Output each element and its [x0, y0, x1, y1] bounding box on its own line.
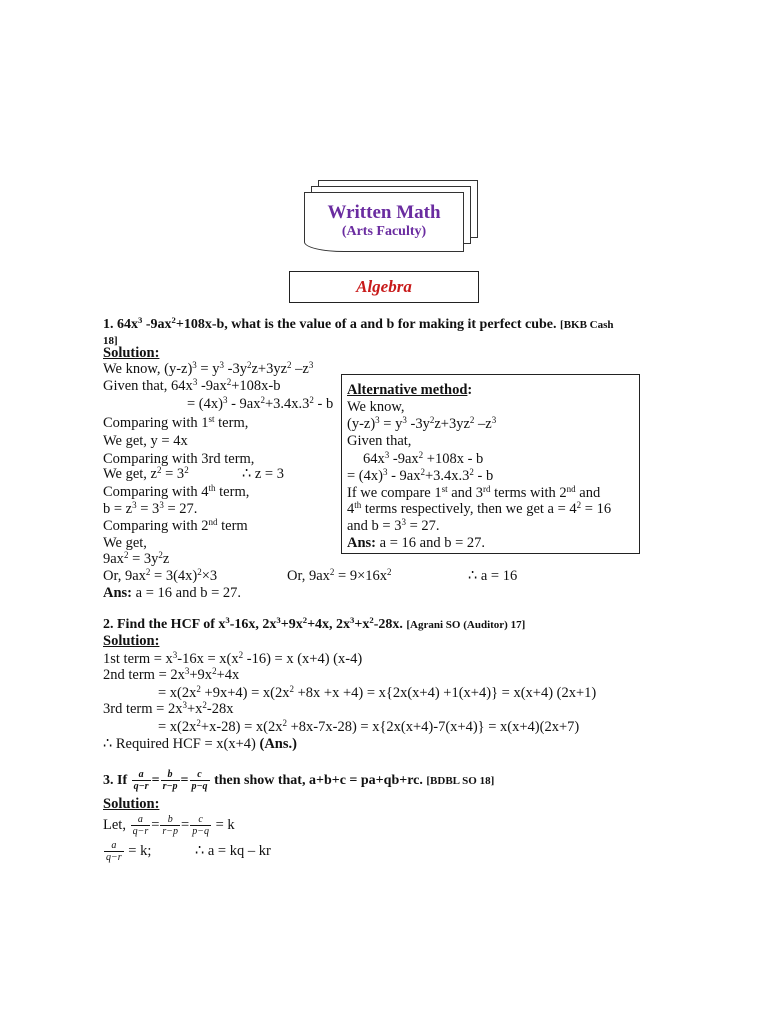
q1-source-tag: [BKB Cash — [560, 319, 614, 331]
q2-line-6: ∴ Required HCF = x(x+4) (Ans.) — [103, 736, 297, 752]
q1-answer: Ans: a = 16 and b = 27. — [103, 585, 241, 601]
title-card — [304, 192, 464, 252]
q2-solution-label: Solution: — [103, 633, 160, 649]
page-subtitle: (Arts Faculty) — [341, 224, 427, 239]
q1-line-7: We get, $z^2 = 3^2$ — [103, 465, 189, 482]
q3-question: 3. If $\frac{a}{q-r}$ = $\frac{b}{r-p}$ = $\frac{c}{p-q}$ then show that, a+b+c = pa+qb+rc. [BDBL SO 18] — [103, 769, 495, 793]
q2-line-2: 2nd term = $2x^3+9x^2+4x$ — [103, 666, 240, 683]
alt-line-3: Given that, — [347, 433, 412, 449]
q1-solution-label: Solution: — [103, 345, 160, 361]
q1-line-5: We get, y = 4x — [103, 433, 188, 449]
q1-line-4: Comparing with 1st term, — [103, 414, 249, 431]
q1-line-8: Comparing with 4th term, — [103, 483, 250, 500]
alt-line-8: and $b = 3^3 = 27$. — [347, 517, 440, 534]
q1-line-10: Comparing with 2nd term — [103, 517, 248, 534]
q3-line-1: Let, $\frac{a}{q-r}$ = $\frac{b}{r-p}$ = $\frac{c}{p-q}$ = k — [103, 814, 235, 838]
q2-line-1: 1st term = $x^3-16x = x(x^2$ -16) = x (x+4) (x-4) — [103, 650, 363, 667]
q1-line-11: We get, — [103, 535, 147, 551]
q2-line-4: 3rd term = $2x^3+x^2-28x$ — [103, 700, 234, 717]
q3-line-2: $\frac{a}{q-r}$ = k; — [106, 840, 152, 864]
alt-line-1: We know, — [347, 399, 405, 415]
q2-line-3: = $x(2x^2 +9x+4) = x(2x^2 +8x +x +4) = x\{2x(x+4) +1(x+4)\} = x(x+4)$ (2x+1) — [158, 684, 597, 701]
q1-line-9: $b = z^3 = 3^3 = 27$. — [103, 500, 198, 517]
q1-line-13-result: ∴ a = 16 — [468, 568, 518, 584]
q1-line-2: Given that, $64x^3$ $-9ax^2+108x-b$ — [103, 377, 281, 394]
q1-line-12: $9ax^2 = 3y^2z$ — [103, 550, 170, 567]
alt-line-4: $64x^3$ $-9ax^2 +108x - b$ — [363, 450, 484, 467]
q1-line-13-alt: Or, $9ax^2 = 9\times 16x^2$ — [287, 567, 392, 584]
alt-heading: Alternative method: — [347, 382, 473, 398]
alt-line-6: If we compare 1st and 3rd terms with 2nd and — [347, 484, 601, 501]
q3-line-2-result: ∴ a = kq – kr — [195, 843, 271, 859]
q1-line-3: = $(4x)^3 - 9ax^2+3.4x.3^2 - b$ — [187, 395, 334, 412]
q1-question: 1. $64x^3$ $-9ax^2+108x-b$, what is the value of a and b for making it perfect cube. [BKB Cash — [103, 315, 614, 332]
q2-source-tag: [Agrani SO (Auditor) 17] — [406, 619, 526, 631]
q1-line-13: Or, $9ax^2 = 3(4x)^2\times 3$ — [103, 567, 218, 584]
alt-answer: Ans: a = 16 and b = 27. — [347, 535, 485, 551]
alt-line-2: $(y-z)^3 = y^3$ $-3y^2z+3yz^2$ $-z^3$ — [347, 415, 497, 432]
section-box — [289, 271, 479, 303]
alt-line-7: 4th terms respectively, then we get $a = 4^2 = 16$ — [347, 500, 612, 517]
q1-line-1: We know, $(y-z)^3 = y^3$ $-3y^2z+3yz^2$ $-z^3$ — [103, 360, 314, 377]
page-title: Written Math — [327, 202, 441, 223]
alt-line-5: = $(4x)^3 - 9ax^2+3.4x.3^2 - b$ — [347, 467, 494, 484]
q1-source-tag-cont: 18] — [103, 335, 118, 347]
q2-line-5: = $x(2x^2+x-28) = x(2x^2 +8x-7x-28) = x\{2x(x+4)-7(x+4)\} = x(x+4)(2x+7)$ — [158, 718, 580, 735]
q3-solution-label: Solution: — [103, 796, 160, 812]
q3-source-tag: [BDBL SO 18] — [426, 775, 495, 787]
section-title: Algebra — [356, 277, 412, 296]
q2-question: 2. Find the HCF of $x^3-16x$, $2x^3+9x^2+4x$, $2x^3+x^2-28x$. [Agrani SO (Auditor) 17] — [103, 615, 526, 632]
q1-line-7-result: ∴ z = 3 — [242, 466, 284, 482]
q1-line-6: Comparing with 3rd term, — [103, 451, 255, 467]
